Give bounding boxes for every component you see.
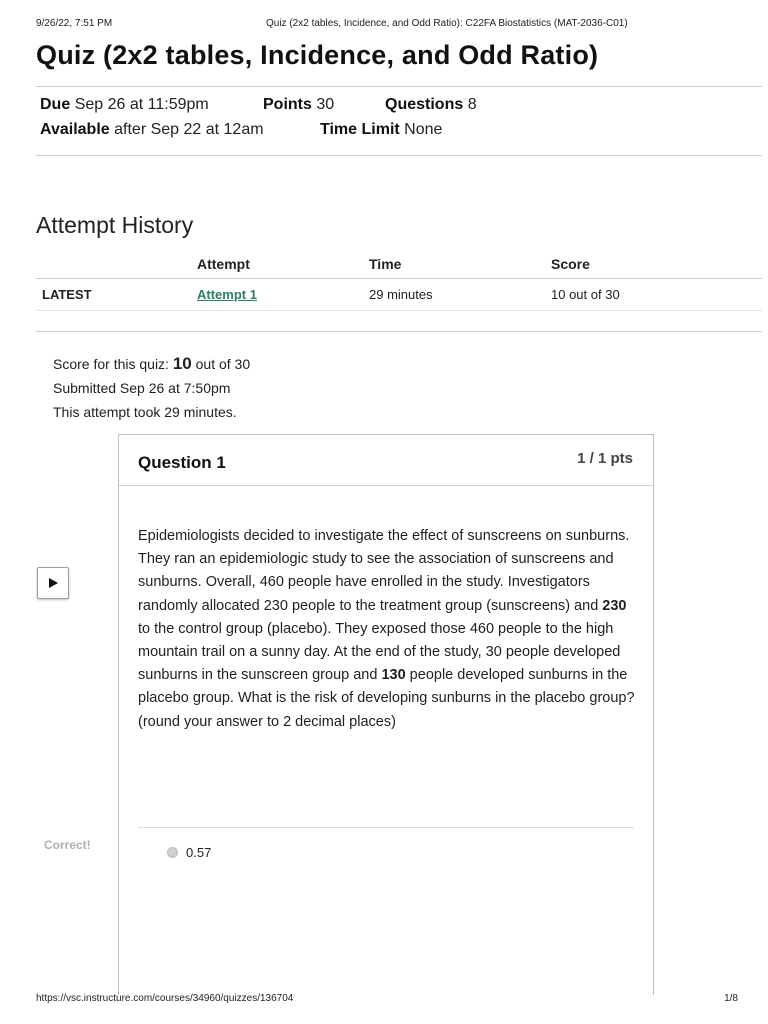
duration-line: This attempt took 29 minutes. — [53, 404, 237, 420]
column-header-blank — [36, 252, 191, 279]
correct-label: Correct! — [44, 838, 91, 852]
attempt-link[interactable]: Attempt 1 — [197, 287, 257, 302]
score-prefix: Score for this quiz: — [53, 356, 169, 372]
time-limit-field — [320, 121, 442, 139]
time-cell: 29 minutes — [363, 279, 545, 311]
answer-radio — [167, 847, 178, 858]
available-label: Available — [40, 121, 110, 138]
question-text-bold: 130 — [381, 667, 406, 684]
attempt-history-table — [36, 252, 762, 311]
answer-option — [167, 845, 211, 860]
due-value: Sep 26 at 11:59pm — [74, 96, 209, 113]
divider — [36, 331, 762, 332]
question-points: 1 / 1 pts — [577, 450, 633, 467]
available-value: after Sep 22 at 12am — [114, 121, 264, 138]
time-limit-label: Time Limit — [320, 121, 400, 138]
question-text-part: to the control group (placebo). They exposed those 460 people to the high mountain trail on a sunny day. At the end of the study, 30 people developed sunburns in the sunscreen group and — [138, 620, 621, 684]
points-field — [263, 96, 334, 114]
table-row — [36, 279, 762, 311]
points-label: Points — [263, 96, 312, 113]
latest-label: LATEST — [36, 279, 191, 311]
score-cell: 10 out of 30 — [545, 279, 762, 311]
question-name: Question 1 — [138, 453, 226, 472]
column-header-attempt: Attempt — [191, 252, 363, 279]
question-text-part: Epidemiologists decided to investigate the effect of sunscreens on sunburns. They ran an epidemiologic study to see the association of sunscreens and sunburns. Overall, 460 people have enrolled in the study. Investigators randomly allocated 230 people to the treatment group (sunscreens) and — [138, 528, 630, 614]
question-text-bold: 230 — [602, 597, 627, 614]
print-document-title: Quiz (2x2 tables, Incidence, and Odd Ratio): C22FA Biostatistics (MAT-2036-C01) — [266, 18, 628, 29]
question-text — [138, 525, 638, 734]
column-header-time: Time — [363, 252, 545, 279]
questions-value: 8 — [467, 96, 477, 113]
page-title: Quiz (2x2 tables, Incidence, and Odd Ratio) — [36, 40, 599, 70]
due-label: Due — [40, 96, 71, 113]
score-value: 10 — [172, 354, 192, 373]
answer-divider — [138, 827, 634, 828]
points-value: 30 — [316, 96, 335, 113]
divider — [36, 86, 762, 87]
print-datetime: 9/26/22, 7:51 PM — [36, 18, 113, 29]
attempt-cell — [191, 279, 363, 311]
play-button[interactable] — [37, 567, 69, 599]
attempt-summary — [53, 352, 250, 424]
available-field — [40, 121, 264, 139]
table-header-row — [36, 252, 762, 279]
questions-field — [385, 96, 477, 114]
column-header-score: Score — [545, 252, 762, 279]
question-text-part: people developed sunburns in the placebo group. What is the risk of developing sunburns in the placebo group? (round your answer to 2 decimal places) — [138, 667, 635, 730]
quiz-score-line — [53, 352, 250, 376]
print-url: https://vsc.instructure.com/courses/34960/quizzes/136704 — [36, 993, 294, 1004]
question-header — [119, 435, 653, 486]
attempt-history-title: Attempt History — [36, 212, 194, 238]
due-field — [40, 96, 209, 114]
print-page-number: 1/8 — [724, 993, 738, 1004]
answer-text: 0.57 — [186, 845, 212, 860]
print-header — [36, 18, 736, 32]
play-icon — [48, 578, 58, 588]
time-limit-value: None — [404, 121, 443, 138]
divider — [36, 155, 762, 156]
questions-label: Questions — [385, 96, 464, 113]
question-card — [118, 434, 654, 995]
score-suffix: out of 30 — [195, 356, 251, 372]
submitted-line: Submitted Sep 26 at 7:50pm — [53, 380, 231, 396]
